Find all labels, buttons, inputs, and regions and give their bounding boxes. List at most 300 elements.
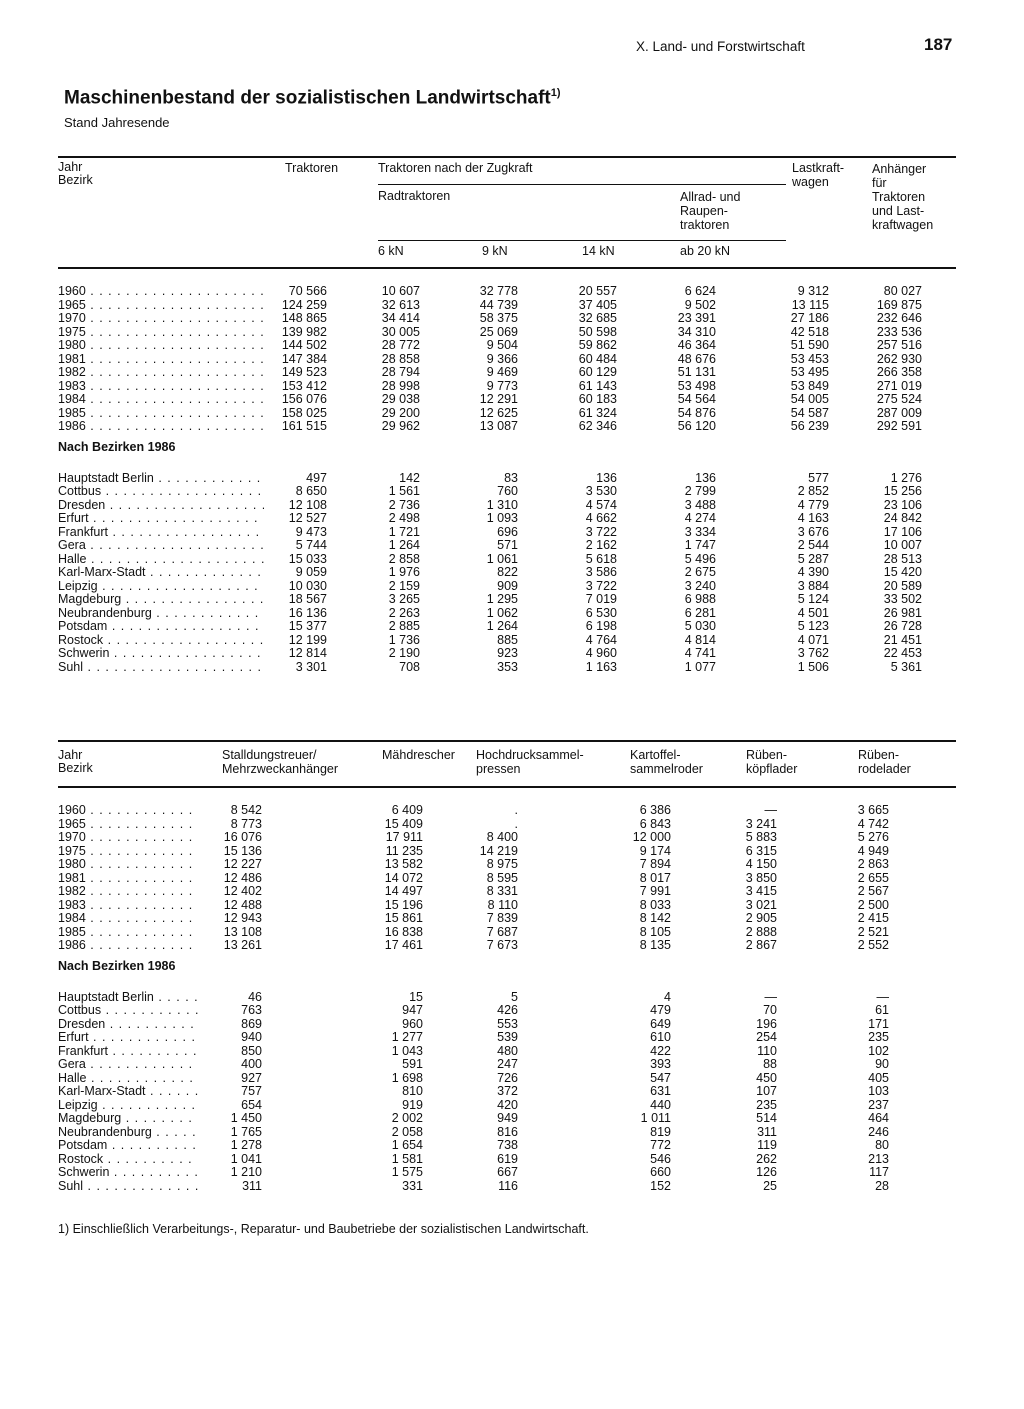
table2-section-bezirke: [0, 953, 1024, 979]
cell-value: 9 502: [684, 297, 716, 312]
footnote: 1) Einschließlich Verarbeitungs-, Reparatur- und Baubetriebe der sozialistischen Landwirtschaft.: [58, 1222, 589, 1236]
cell-value: 61 324: [578, 405, 617, 420]
cell-value: 4 390: [797, 565, 829, 579]
cell-value: 8 017: [639, 870, 671, 885]
district-row: [0, 1031, 1024, 1045]
cell-value: 9 059: [295, 565, 327, 579]
cell-value: 117: [869, 1165, 889, 1179]
district-row: [0, 512, 1024, 526]
cell-value: 18 567: [288, 592, 327, 606]
row-district: Leipzig . . .: [58, 580, 264, 594]
cell-value: 5 496: [684, 551, 716, 566]
cell-value: 30 005: [381, 324, 420, 339]
cell-value: 4 662: [585, 511, 617, 525]
cell-value: 29 200: [381, 405, 420, 420]
row-district: Frankfurt . . .: [58, 526, 264, 540]
cell-value: 60 129: [578, 365, 617, 379]
cell-value: 7 673: [486, 938, 518, 952]
page-number: 187: [924, 35, 953, 54]
cell-value: 2 498: [388, 511, 420, 525]
cell-value: 12 488: [223, 897, 262, 912]
cell-value: 80: [875, 1138, 889, 1152]
row-district: Rostock . . .: [58, 1153, 198, 1167]
row-year: 1984 . . .: [58, 393, 264, 407]
cell-value: 70 566: [288, 284, 327, 298]
year-row: [0, 845, 1024, 859]
cell-value: 2 885: [388, 619, 420, 633]
cell-value: 5 361: [890, 659, 922, 674]
table1-header-radtraktoren: Radtraktoren: [378, 189, 451, 203]
cell-value: 3 762: [797, 646, 829, 660]
cell-value: 61 143: [578, 378, 617, 393]
year-row: [0, 420, 1024, 434]
cell-value: 1 061: [486, 551, 518, 566]
cell-value: 2 799: [684, 484, 716, 498]
cell-value: 60 183: [578, 392, 617, 406]
table1-header-6kn: 6 kN: [378, 244, 404, 258]
cell-value: 90: [875, 1057, 889, 1071]
district-row: [0, 485, 1024, 499]
district-row: [0, 593, 1024, 607]
table1-header-allrad-1: Allrad- und: [680, 190, 741, 204]
district-row: [0, 607, 1024, 621]
district-row: [0, 991, 1024, 1005]
cell-value: 48 676: [677, 351, 716, 366]
cell-value: 147 384: [281, 351, 327, 366]
title-text: Maschinenbestand der sozialistischen Landwirtschaft: [64, 87, 551, 109]
cell-value: 28 794: [381, 365, 420, 379]
year-row: [0, 353, 1024, 367]
cell-value: 16 076: [223, 830, 262, 844]
cell-value: 757: [241, 1084, 262, 1098]
cell-value: 287 009: [876, 405, 922, 420]
page-title: [64, 86, 561, 109]
cell-value: 213: [868, 1151, 889, 1166]
district-row: [0, 1085, 1024, 1099]
cell-value: 10 607: [381, 284, 420, 298]
cell-value: 3 241: [745, 816, 777, 831]
cell-value: 60 484: [578, 351, 617, 366]
cell-value: 26 728: [883, 619, 922, 633]
table1-section-bezirke: [0, 434, 1024, 460]
cell-value: 6 315: [745, 843, 777, 858]
cell-value: 539: [497, 1030, 518, 1044]
cell-value: 14 219: [479, 843, 518, 858]
row-year: 1980 . . .: [58, 339, 264, 353]
cell-value: 149 523: [281, 365, 327, 379]
table2-header-kartoffel-1: Kartoffel-: [630, 748, 681, 762]
cell-value: 50 598: [578, 324, 617, 339]
cell-value: 23 391: [677, 311, 716, 325]
district-row: [0, 539, 1024, 553]
cell-value: 2 655: [857, 870, 889, 885]
district-row: [0, 1099, 1024, 1113]
row-district: Magdeburg . . .: [58, 593, 264, 607]
cell-value: 15 861: [384, 911, 423, 925]
row-district: Dresden . . .: [58, 499, 264, 513]
cell-value: 1 210: [230, 1165, 262, 1179]
cell-value: 4 814: [684, 632, 716, 647]
cell-value: 14 072: [384, 870, 423, 885]
cell-value: 28 772: [381, 338, 420, 352]
cell-value: 6 386: [639, 803, 671, 817]
row-year: 1985 . . .: [58, 407, 264, 421]
cell-value: 2 888: [745, 924, 777, 939]
cell-value: 15 256: [883, 484, 922, 498]
cell-value: 136: [596, 470, 617, 485]
cell-value: 103: [868, 1084, 889, 1098]
cell-value: 237: [868, 1097, 889, 1112]
cell-value: 420: [497, 1097, 518, 1112]
table1-header-9kn: 9 kN: [482, 244, 508, 258]
district-row: [0, 1166, 1024, 1180]
cell-value: 6 843: [639, 816, 671, 831]
section-label: Nach Bezirken 1986: [58, 958, 176, 973]
cell-value: 3 676: [797, 524, 829, 539]
table1-header-traktoren: Traktoren: [285, 161, 339, 175]
cell-value: 262: [756, 1151, 777, 1166]
cell-value: 124 259: [281, 297, 327, 312]
cell-value: 5 276: [857, 830, 889, 844]
cell-value: 27 186: [790, 311, 829, 325]
row-year: 1986 . . .: [58, 939, 198, 953]
year-row: [0, 872, 1024, 886]
cell-value: 53 453: [790, 351, 829, 366]
cell-value: 12 199: [288, 632, 327, 647]
cell-value: 292 591: [876, 419, 922, 433]
cell-value: 70: [763, 1003, 777, 1017]
cell-value: 142: [399, 470, 420, 485]
cell-value: 34 310: [677, 324, 716, 339]
year-row: [0, 407, 1024, 421]
row-year: 1982 . . .: [58, 366, 264, 380]
cell-value: 2 263: [388, 605, 420, 620]
cell-value: 440: [650, 1097, 671, 1112]
cell-value: 464: [868, 1111, 889, 1125]
cell-value: 1 747: [684, 538, 716, 552]
cell-value: 3 586: [585, 565, 617, 579]
row-year: 1985 . . .: [58, 926, 198, 940]
row-year: 1970 . . .: [58, 831, 198, 845]
cell-value: 15 377: [288, 619, 327, 633]
table2-top-rule: [58, 740, 956, 742]
cell-value: 949: [497, 1111, 518, 1125]
row-district: Erfurt . . .: [58, 1031, 198, 1045]
cell-value: 32 613: [381, 297, 420, 312]
cell-value: 514: [756, 1111, 777, 1125]
cell-value: 13 582: [384, 857, 423, 871]
cell-value: 139 982: [281, 324, 327, 339]
cell-value: 22 453: [883, 646, 922, 660]
cell-value: 2 002: [391, 1111, 423, 1125]
cell-value: 247: [497, 1057, 518, 1071]
cell-value: 5 618: [585, 551, 617, 566]
cell-value: 4 949: [857, 843, 889, 858]
cell-value: 46 364: [677, 338, 716, 352]
cell-value: 3 665: [857, 803, 889, 817]
year-row: [0, 818, 1024, 832]
cell-value: 619: [497, 1151, 518, 1166]
table2-body: [0, 804, 1024, 1193]
cell-value: 7 019: [585, 592, 617, 606]
row-district: Potsdam . . .: [58, 1139, 198, 1153]
cell-value: 161 515: [281, 419, 327, 433]
cell-value: 37 405: [578, 297, 617, 312]
cell-value: 546: [650, 1151, 671, 1166]
cell-value: 2 058: [391, 1124, 423, 1139]
cell-value: —: [876, 989, 889, 1004]
cell-value: 5: [511, 989, 518, 1004]
cell-value: 13 261: [223, 938, 262, 952]
cell-value: 2 544: [797, 538, 829, 552]
cell-value: 16 838: [384, 924, 423, 939]
row-gap: [0, 460, 1024, 472]
cell-value: 28 998: [381, 378, 420, 393]
subtitle: Stand Jahresende: [64, 115, 170, 130]
cell-value: 32 685: [578, 311, 617, 325]
cell-value: 266 358: [876, 365, 922, 379]
row-year: 1981 . . .: [58, 353, 264, 367]
cell-value: 547: [650, 1070, 671, 1085]
table1-header-20kn: ab 20 kN: [680, 244, 731, 258]
cell-value: 400: [241, 1057, 262, 1071]
cell-value: 2 858: [388, 551, 420, 566]
cell-value: 126: [756, 1165, 777, 1179]
cell-value: 6 988: [684, 592, 716, 606]
cell-value: 153 412: [281, 378, 327, 393]
cell-value: 2 852: [797, 484, 829, 498]
cell-value: 8 135: [639, 938, 671, 952]
cell-value: 3 530: [585, 484, 617, 498]
cell-value: 10 007: [883, 538, 922, 552]
cell-value: 1 011: [640, 1111, 671, 1125]
cell-value: 262 930: [876, 351, 922, 366]
cell-value: 8 331: [486, 884, 518, 898]
cell-value: 10 030: [288, 578, 327, 593]
section-header: X. Land- und Forstwirtschaft: [636, 39, 805, 54]
cell-value: 1 278: [230, 1138, 262, 1152]
cell-value: 32 778: [479, 284, 518, 298]
cell-value: 8 650: [295, 484, 327, 498]
cell-value: —: [764, 989, 777, 1004]
cell-value: 33 502: [883, 592, 922, 606]
cell-value: 1 736: [388, 632, 420, 647]
table1-header-zugkraft: Traktoren nach der Zugkraft: [378, 161, 533, 175]
section-label: Nach Bezirken 1986: [58, 439, 176, 454]
cell-value: 1 062: [486, 605, 518, 620]
cell-value: 15: [409, 989, 423, 1004]
cell-value: 696: [497, 524, 518, 539]
cell-value: 5 744: [295, 538, 327, 552]
district-row: [0, 1153, 1024, 1167]
cell-value: 1 654: [391, 1138, 423, 1152]
cell-value: 960: [402, 1016, 423, 1031]
cell-value: 2 500: [857, 897, 889, 912]
cell-value: 869: [241, 1016, 262, 1031]
cell-value: 353: [497, 659, 518, 674]
cell-value: 12 814: [288, 646, 327, 660]
row-district: Dresden . . .: [58, 1018, 198, 1032]
cell-value: 763: [241, 1003, 262, 1017]
year-row: [0, 912, 1024, 926]
table1-header-lastkraft-2: wagen: [792, 175, 829, 189]
cell-value: 235: [756, 1097, 777, 1112]
cell-value: 4 764: [585, 632, 617, 647]
row-year: 1965 . . .: [58, 299, 264, 313]
district-row: [0, 647, 1024, 661]
cell-value: 88: [763, 1057, 777, 1071]
cell-value: 80 027: [883, 284, 922, 298]
district-row: [0, 1045, 1024, 1059]
cell-value: 12 108: [288, 497, 327, 512]
cell-value: 1 561: [388, 484, 420, 498]
cell-value: 53 849: [790, 378, 829, 393]
cell-value: 46: [248, 989, 262, 1004]
district-row: [0, 1004, 1024, 1018]
cell-value: 3 850: [745, 870, 777, 885]
district-row: [0, 1058, 1024, 1072]
cell-value: 144 502: [281, 338, 327, 352]
year-row: [0, 939, 1024, 953]
table1-header-anhaenger-3: Traktoren: [872, 190, 926, 204]
row-year: 1980 . . .: [58, 858, 198, 872]
cell-value: 726: [497, 1070, 518, 1085]
table1-header-allrad-2: Raupen-: [680, 204, 728, 218]
cell-value: 59 862: [578, 338, 617, 352]
cell-value: 1 698: [391, 1070, 423, 1085]
cell-value: 107: [756, 1084, 777, 1098]
district-row: [0, 580, 1024, 594]
cell-value: 5 030: [684, 619, 716, 633]
table1-header-bezirk: Bezirk: [58, 173, 93, 187]
cell-value: 15 409: [384, 816, 423, 831]
table1-kn-rule: [378, 240, 786, 241]
cell-value: 610: [650, 1030, 671, 1044]
table2-header-kartoffel-2: sammelroder: [630, 762, 703, 776]
year-row: [0, 926, 1024, 940]
cell-value: 4 163: [797, 511, 829, 525]
cell-value: 17 106: [883, 524, 922, 539]
row-district: Neubrandenburg . . .: [58, 607, 264, 621]
row-district: Karl-Marx-Stadt . . .: [58, 566, 264, 580]
cell-value: 13 087: [479, 419, 518, 433]
cell-value: 1 264: [486, 619, 518, 633]
cell-value: 254: [756, 1030, 777, 1044]
cell-value: 1 093: [486, 511, 518, 525]
table1-header-anhaenger-2: für: [872, 176, 887, 190]
cell-value: 708: [399, 659, 420, 674]
row-district: Potsdam . . .: [58, 620, 264, 634]
cell-value: 5 883: [745, 830, 777, 844]
cell-value: 2 521: [857, 924, 889, 939]
row-district: Halle . . .: [58, 1072, 198, 1086]
cell-value: 6 530: [585, 605, 617, 620]
table2-header-stalldung-2: Mehrzweckanhänger: [222, 762, 339, 776]
cell-value: 372: [497, 1084, 518, 1098]
cell-value: 3 488: [684, 497, 716, 512]
cell-value: 119: [757, 1138, 777, 1152]
cell-value: 58 375: [479, 311, 518, 325]
cell-value: 152: [650, 1178, 671, 1193]
cell-value: 2 567: [857, 884, 889, 898]
cell-value: 7 839: [486, 911, 518, 925]
row-district: Neubrandenburg . . .: [58, 1126, 198, 1140]
cell-value: 196: [756, 1016, 777, 1031]
cell-value: 571: [497, 538, 518, 552]
cell-value: 2 675: [684, 565, 716, 579]
row-year: 1984 . . .: [58, 912, 198, 926]
table2-header-ruebenrode-2: rodelader: [858, 762, 911, 776]
cell-value: 56 120: [677, 419, 716, 433]
cell-value: 12 943: [223, 911, 262, 925]
row-year: 1970 . . .: [58, 312, 264, 326]
year-row: [0, 380, 1024, 394]
row-gap: [0, 979, 1024, 991]
cell-value: 6 624: [684, 284, 716, 298]
table1-header-14kn: 14 kN: [582, 244, 615, 258]
title-footnote-marker: 1): [550, 87, 561, 99]
cell-value: 2 415: [857, 911, 889, 925]
table2-header-ruebenkopf-1: Rüben-: [746, 748, 787, 762]
cell-value: 819: [650, 1124, 671, 1139]
row-district: Frankfurt . . .: [58, 1045, 198, 1059]
cell-value: 8 110: [487, 897, 518, 912]
cell-value: 29 962: [381, 419, 420, 433]
cell-value: 772: [650, 1138, 671, 1152]
cell-value: 816: [497, 1124, 518, 1139]
table1-header-anhaenger-1: Anhänger: [872, 162, 927, 176]
cell-value: 83: [504, 470, 518, 485]
cell-value: 9 773: [486, 378, 518, 393]
cell-value: 822: [497, 565, 518, 579]
cell-value: 660: [650, 1165, 671, 1179]
cell-value: 7 894: [639, 857, 671, 871]
cell-value: 2 736: [388, 497, 420, 512]
cell-value: 235: [868, 1030, 889, 1044]
cell-value: 23 106: [883, 497, 922, 512]
row-year: 1982 . . .: [58, 885, 198, 899]
row-district: Hauptstadt Berlin . . .: [58, 472, 264, 486]
year-row: [0, 804, 1024, 818]
cell-value: 12 402: [223, 884, 262, 898]
row-district: Halle . . .: [58, 553, 264, 567]
cell-value: 1 765: [230, 1124, 262, 1139]
cell-value: 393: [650, 1057, 671, 1071]
row-district: Gera . . .: [58, 1058, 198, 1072]
table2-header-bottom-rule: [58, 786, 956, 788]
cell-value: 577: [808, 470, 829, 485]
cell-value: 17 461: [384, 938, 423, 952]
row-district: Suhl . . .: [58, 661, 264, 675]
district-row: [0, 620, 1024, 634]
district-row: [0, 566, 1024, 580]
cell-value: 26 981: [883, 605, 922, 620]
cell-value: 12 486: [223, 870, 262, 885]
year-row: [0, 858, 1024, 872]
cell-value: 25 069: [479, 324, 518, 339]
year-row: [0, 299, 1024, 313]
cell-value: 1 043: [391, 1043, 423, 1058]
year-row: [0, 339, 1024, 353]
row-year: 1960 . . .: [58, 804, 198, 818]
cell-value: 28 858: [381, 351, 420, 366]
cell-value: .: [514, 803, 518, 817]
table1-header-allrad-3: traktoren: [680, 218, 730, 232]
district-row: [0, 1018, 1024, 1032]
cell-value: 13 108: [223, 924, 262, 939]
cell-value: 8 142: [639, 911, 671, 925]
cell-value: 927: [241, 1070, 262, 1085]
